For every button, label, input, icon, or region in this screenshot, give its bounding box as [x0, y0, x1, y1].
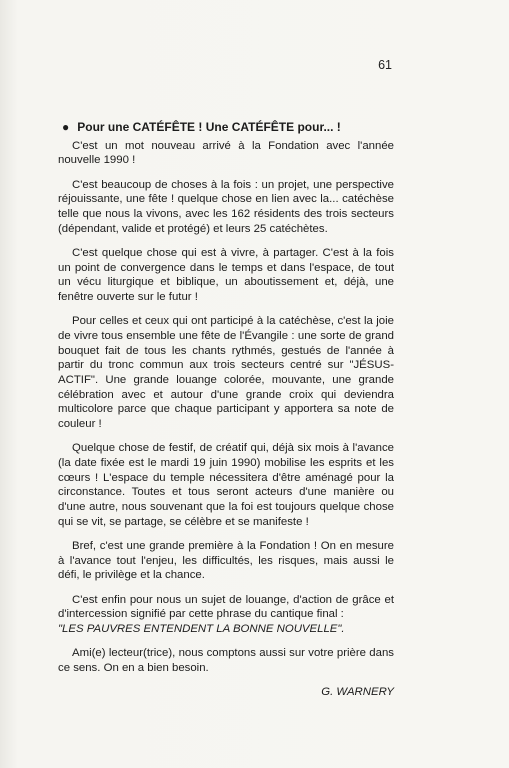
page-number: 61	[378, 58, 392, 72]
article-body	[58, 120, 394, 700]
paragraph-praise	[58, 593, 394, 637]
article-heading-text: Pour une CATÉFÊTE ! Une CATÉFÊTE pour... !	[77, 120, 341, 134]
author-signature: G. WARNERY	[321, 686, 394, 699]
praise-quote: "LES PAUVRES ENTENDENT LA BONNE NOUVELLE".	[58, 623, 345, 636]
praise-text: C'est enfin pour nous un sujet de louange, d'action de grâce et d'intercession signifié par cette phrase du cantique final :	[58, 593, 394, 621]
paragraph-4: Pour celles et ceux qui ont participé à la catéchèse, c'est la joie de vivre tous ensemble une fête de l'Évangile : une sorte de grand bouquet fait de tous les chants rythmés, gestués de l'année à partir du tronc commun aux trois secteurs centré sur "JÉSUS-ACTIF". Une grande louange colorée, mouvante, une grande célébration avec et autour d'une grande croix qui deviendra multicolore parce que chaque participant y apportera sa note de couleur !	[58, 315, 394, 431]
paragraph-2: C'est beaucoup de choses à la fois : un projet, une perspective réjouissante, une fête ! quelque chose en lien avec la... catéchèse telle que nous la vivons, avec les 162 résidents des trois secteurs (dépendant, valide et protégé) et leurs 25 catéchètes.	[58, 178, 394, 235]
paragraph-5: Quelque chose de festif, de créatif qui, déjà six mois à l'avance (la date fixée est le mardi 19 juin 1990) mobilise les esprits et les cœurs ! L'espace du temple nécessitera d'être aménagé pour la circonstance. Toutes et tous seront acteurs d'une manière ou d'une autre, nous souvenant que la foi est toujours quelque chose qui se vit, se partage, se célèbre et se manifeste !	[58, 442, 394, 528]
bullet-icon: ●	[62, 120, 70, 134]
paragraph-1: C'est un mot nouveau arrivé à la Fondation avec l'année nouvelle 1990 !	[58, 139, 394, 167]
paragraph-6: Bref, c'est une grande première à la Fondation ! On en mesure à l'avance tout l'enjeu, les difficultés, les risques, mais aussi le défi, le privilège et la chance.	[58, 540, 394, 582]
paragraph-3: C'est quelque chose qui est à vivre, à partager. C'est à la fois un point de convergence dans le temps et dans l'espace, de tout un vécu liturgique et biblique, un aboutissement et, déjà, une fenêtre ouverte sur le futur !	[58, 246, 394, 304]
article-heading	[62, 120, 394, 135]
paragraph-closing: Ami(e) lecteur(trice), nous comptons aussi sur votre prière dans ce sens. On en a bien besoin.	[58, 647, 394, 674]
